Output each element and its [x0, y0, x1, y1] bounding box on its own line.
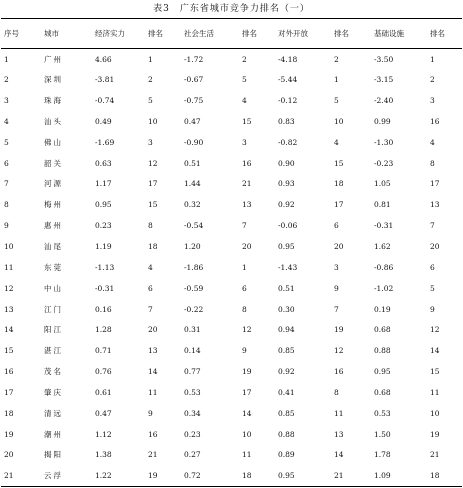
- cell-openness: 0.95: [275, 465, 331, 486]
- cell-index: 17: [4, 387, 14, 397]
- cell-index: 15: [4, 346, 14, 356]
- cell-infrastructure-rank: 8: [430, 158, 435, 168]
- table-title: 表3 广东省城市竞争力排名（一）: [153, 4, 310, 14]
- cell-infrastructure-rank: 7: [430, 221, 435, 231]
- cell-economic-rank: 11: [148, 387, 158, 397]
- cell-social-rank: 7: [242, 221, 247, 231]
- cell-infrastructure: 0.99: [374, 116, 391, 126]
- cell-infrastructure: -0.31: [374, 221, 394, 231]
- cell-index: 20: [4, 450, 14, 460]
- header-openness: 对外开放: [275, 19, 331, 49]
- cell-economic-rank: 5: [148, 96, 153, 106]
- cell-openness-rank: 3: [334, 262, 339, 272]
- cell-economic-strength: 1.19: [95, 242, 112, 252]
- cell-infrastructure-rank: 10: [430, 408, 440, 418]
- cell-social-life: 0.32: [184, 200, 201, 210]
- cell-city: 深圳: [44, 75, 63, 85]
- cell-index: 5: [4, 137, 9, 147]
- cell-city: 茂名: [44, 367, 63, 377]
- cell-index: 21: [1, 465, 41, 486]
- cell-infrastructure: 1.05: [374, 179, 391, 189]
- cell-openness: 0.94: [278, 325, 295, 335]
- table-header-row: [1, 19, 462, 49]
- cell-social-life: -1.72: [184, 54, 204, 64]
- cell-infrastructure: -1.02: [374, 283, 394, 293]
- cell-openness-rank: 4: [334, 137, 339, 147]
- cell-social-life: -0.22: [184, 304, 204, 314]
- cell-infrastructure-rank: 15: [430, 367, 440, 377]
- cell-index: 2: [4, 75, 9, 85]
- cell-economic-strength: 1.38: [95, 450, 112, 460]
- cell-infrastructure: 1.62: [374, 242, 391, 252]
- cell-economic-strength: 1.28: [95, 325, 112, 335]
- cell-social-rank: 5: [242, 75, 247, 85]
- cell-social-rank: 11: [242, 450, 252, 460]
- cell-infrastructure-rank: 14: [430, 346, 440, 356]
- cell-index: 1: [4, 54, 9, 64]
- cell-infrastructure: -3.15: [374, 75, 394, 85]
- cell-economic-strength: 0.61: [95, 387, 112, 397]
- cell-social-rank: 18: [239, 465, 275, 486]
- cell-openness: 0.85: [278, 346, 295, 356]
- cell-infrastructure: -2.40: [374, 96, 394, 106]
- cell-economic-strength: 1.17: [95, 179, 112, 189]
- cell-openness-rank: 21: [331, 465, 371, 486]
- cell-city: 惠州: [44, 221, 63, 231]
- cell-economic-rank: 6: [148, 283, 153, 293]
- table-row: [1, 69, 462, 90]
- header-city: 城市: [41, 19, 92, 49]
- cell-city: 潮州: [44, 429, 63, 439]
- cell-city: 中山: [44, 283, 63, 293]
- cell-economic-rank: 16: [148, 429, 158, 439]
- cell-index: 13: [4, 304, 14, 314]
- cell-economic-strength: 4.66: [95, 54, 112, 64]
- table-row: [1, 465, 462, 486]
- cell-economic-rank: 9: [148, 408, 153, 418]
- cell-city: 云浮: [41, 465, 92, 486]
- cell-openness: 0.88: [278, 429, 295, 439]
- cell-social-life: -0.75: [184, 96, 204, 106]
- cell-openness: 0.89: [278, 450, 295, 460]
- cell-social-rank: 13: [242, 200, 252, 210]
- cell-city: 揭阳: [44, 450, 63, 460]
- cell-social-rank: 8: [242, 304, 247, 314]
- cell-openness-rank: 10: [334, 116, 344, 126]
- table-row: [1, 424, 462, 445]
- cell-index: 6: [4, 158, 9, 168]
- header-infrastructure-rank: 排名: [427, 19, 462, 49]
- cell-economic-strength: -3.81: [95, 75, 115, 85]
- cell-index: 9: [4, 221, 9, 231]
- cell-infrastructure-rank: 5: [430, 283, 435, 293]
- cell-infrastructure: 0.19: [374, 304, 391, 314]
- cell-social-rank: 21: [242, 179, 252, 189]
- cell-economic-strength: 0.76: [95, 367, 112, 377]
- table-row: [1, 132, 462, 153]
- cell-city: 阳江: [44, 325, 63, 335]
- cell-infrastructure-rank: 17: [430, 179, 440, 189]
- cell-openness-rank: 20: [334, 242, 344, 252]
- city-competitiveness-table: [1, 18, 462, 487]
- cell-economic-rank: 19: [145, 465, 181, 486]
- cell-infrastructure-rank: 11: [430, 387, 440, 397]
- cell-social-rank: 19: [242, 367, 252, 377]
- table-row: [1, 49, 462, 70]
- table-row: [1, 194, 462, 215]
- cell-infrastructure-rank: 21: [430, 450, 440, 460]
- cell-openness-rank: 14: [334, 450, 344, 460]
- table-row: [1, 236, 462, 257]
- cell-economic-strength: -1.13: [95, 262, 115, 272]
- cell-openness-rank: 13: [334, 429, 344, 439]
- cell-city: 东莞: [44, 262, 63, 272]
- cell-city: 广州: [44, 54, 63, 64]
- header-social-life: 社会生活: [181, 19, 239, 49]
- table-row: [1, 278, 462, 299]
- header-economic-rank: 排名: [145, 19, 181, 49]
- cell-social-life: -1.86: [184, 262, 204, 272]
- cell-social-life: 0.27: [184, 450, 201, 460]
- cell-economic-strength: 0.71: [95, 346, 112, 356]
- cell-city: 韶关: [44, 158, 63, 168]
- cell-social-life: 0.14: [184, 346, 201, 356]
- cell-social-rank: 1: [242, 262, 247, 272]
- cell-infrastructure: 1.50: [374, 429, 391, 439]
- cell-infrastructure-rank: 2: [430, 75, 435, 85]
- cell-infrastructure: 0.68: [374, 387, 391, 397]
- cell-social-rank: 6: [242, 283, 247, 293]
- cell-openness-rank: 16: [334, 367, 344, 377]
- header-infrastructure: 基础设施: [371, 19, 427, 49]
- cell-openness-rank: 9: [334, 283, 339, 293]
- cell-openness: -0.82: [278, 137, 298, 147]
- cell-social-life: -0.90: [184, 137, 204, 147]
- cell-infrastructure-rank: 20: [430, 242, 440, 252]
- cell-openness: -0.06: [278, 221, 298, 231]
- cell-openness-rank: 17: [334, 200, 344, 210]
- cell-index: 16: [4, 367, 14, 377]
- cell-social-rank: 12: [242, 325, 252, 335]
- cell-openness-rank: 12: [334, 346, 344, 356]
- cell-economic-rank: 20: [148, 325, 158, 335]
- cell-economic-strength: 1.22: [92, 465, 145, 486]
- cell-index: 7: [4, 179, 9, 189]
- table-row: [1, 361, 462, 382]
- cell-openness: 0.85: [278, 408, 295, 418]
- cell-economic-rank: 14: [148, 367, 158, 377]
- cell-social-life: 1.44: [184, 179, 201, 189]
- cell-social-rank: 17: [242, 387, 252, 397]
- cell-social-rank: 15: [242, 116, 252, 126]
- cell-city: 江门: [44, 304, 63, 314]
- cell-infrastructure-rank: 4: [430, 137, 435, 147]
- cell-social-rank: 10: [242, 429, 252, 439]
- cell-economic-strength: 0.49: [95, 116, 112, 126]
- cell-economic-strength: -0.74: [95, 96, 115, 106]
- cell-economic-strength: 1.12: [95, 429, 112, 439]
- cell-index: 10: [4, 242, 14, 252]
- cell-economic-strength: 0.23: [95, 221, 112, 231]
- cell-social-life: 0.51: [184, 158, 201, 168]
- table-row: [1, 445, 462, 466]
- cell-infrastructure-rank: 19: [430, 429, 440, 439]
- cell-infrastructure: -3.50: [374, 54, 394, 64]
- cell-social-life: -0.54: [184, 221, 204, 231]
- cell-social-life: 0.72: [181, 465, 239, 486]
- cell-infrastructure: 0.53: [374, 408, 391, 418]
- cell-social-rank: 20: [242, 242, 252, 252]
- table-row: [1, 403, 462, 424]
- cell-economic-rank: 2: [148, 75, 153, 85]
- table-row: [1, 340, 462, 361]
- cell-index: 8: [4, 200, 9, 210]
- cell-index: 4: [4, 116, 9, 126]
- cell-openness: -4.18: [278, 54, 298, 64]
- cell-social-rank: 14: [242, 408, 252, 418]
- cell-social-life: 0.77: [184, 367, 201, 377]
- cell-openness: 0.92: [278, 367, 295, 377]
- cell-social-life: 0.23: [184, 429, 201, 439]
- cell-infrastructure: 0.95: [374, 367, 391, 377]
- table-row: [1, 153, 462, 174]
- header-social-rank: 排名: [239, 19, 275, 49]
- cell-openness: -5.44: [278, 75, 298, 85]
- cell-infrastructure: -0.23: [374, 158, 394, 168]
- cell-city: 佛山: [44, 137, 63, 147]
- cell-economic-strength: 0.16: [95, 304, 112, 314]
- cell-infrastructure: 1.78: [374, 450, 391, 460]
- cell-social-rank: 9: [242, 346, 247, 356]
- cell-economic-rank: 8: [148, 221, 153, 231]
- cell-infrastructure-rank: 18: [427, 465, 462, 486]
- cell-infrastructure: 1.09: [371, 465, 427, 486]
- cell-economic-rank: 4: [148, 262, 153, 272]
- cell-openness: -0.12: [278, 96, 298, 106]
- cell-economic-rank: 7: [148, 304, 153, 314]
- cell-economic-rank: 12: [148, 158, 158, 168]
- table-row: [1, 257, 462, 278]
- cell-city: 肇庆: [44, 387, 63, 397]
- cell-openness-rank: 2: [334, 54, 339, 64]
- cell-openness: 0.90: [278, 158, 295, 168]
- cell-infrastructure: -0.86: [374, 262, 394, 272]
- cell-social-life: 0.34: [184, 408, 201, 418]
- cell-infrastructure: 0.81: [374, 200, 391, 210]
- cell-economic-strength: 0.47: [95, 408, 112, 418]
- cell-city: 清远: [44, 408, 63, 418]
- cell-economic-rank: 17: [148, 179, 158, 189]
- cell-openness-rank: 15: [334, 158, 344, 168]
- cell-economic-rank: 15: [148, 200, 158, 210]
- header-index: 序号: [1, 19, 41, 49]
- cell-economic-rank: 10: [148, 116, 158, 126]
- cell-openness: 0.41: [278, 387, 295, 397]
- cell-openness: 0.95: [278, 242, 295, 252]
- cell-social-rank: 16: [242, 158, 252, 168]
- cell-city: 湛江: [44, 346, 63, 356]
- cell-openness-rank: 8: [334, 387, 339, 397]
- cell-index: 3: [4, 96, 9, 106]
- cell-openness-rank: 5: [334, 96, 339, 106]
- cell-infrastructure-rank: 16: [430, 116, 440, 126]
- cell-social-life: -0.59: [184, 283, 204, 293]
- table-row: [1, 174, 462, 195]
- table-row: [1, 111, 462, 132]
- cell-economic-strength: -1.69: [95, 137, 115, 147]
- cell-openness-rank: 19: [334, 325, 344, 335]
- cell-city: 汕尾: [44, 242, 63, 252]
- cell-economic-rank: 3: [148, 137, 153, 147]
- cell-city: 河源: [44, 179, 63, 189]
- cell-openness-rank: 7: [334, 304, 339, 314]
- cell-economic-strength: 0.95: [95, 200, 112, 210]
- cell-infrastructure-rank: 1: [430, 54, 435, 64]
- cell-openness-rank: 1: [334, 75, 339, 85]
- table-row: [1, 382, 462, 403]
- table-row: [1, 215, 462, 236]
- cell-openness-rank: 11: [334, 408, 344, 418]
- cell-openness-rank: 18: [334, 179, 344, 189]
- cell-economic-rank: 1: [148, 54, 153, 64]
- cell-openness: 0.92: [278, 200, 295, 210]
- cell-social-life: 0.53: [184, 387, 201, 397]
- cell-infrastructure: 0.68: [374, 325, 391, 335]
- cell-social-life: 1.20: [184, 242, 201, 252]
- header-economic-strength: 经济实力: [92, 19, 145, 49]
- table-row: [1, 319, 462, 340]
- cell-social-rank: 4: [242, 96, 247, 106]
- cell-infrastructure-rank: 6: [430, 262, 435, 272]
- cell-city: 珠海: [44, 96, 63, 106]
- cell-openness: 0.93: [278, 179, 295, 189]
- cell-openness: -1.43: [278, 262, 298, 272]
- cell-openness: 0.30: [278, 304, 295, 314]
- cell-infrastructure: -1.30: [374, 137, 394, 147]
- cell-index: 18: [4, 408, 14, 418]
- cell-index: 12: [4, 283, 14, 293]
- cell-city: 汕头: [44, 116, 63, 126]
- cell-economic-rank: 13: [148, 346, 158, 356]
- cell-social-life: 0.31: [184, 325, 201, 335]
- cell-economic-strength: -0.31: [95, 283, 115, 293]
- cell-openness-rank: 6: [334, 221, 339, 231]
- cell-economic-rank: 18: [148, 242, 158, 252]
- cell-social-life: 0.47: [184, 116, 201, 126]
- cell-openness: 0.51: [278, 283, 295, 293]
- cell-infrastructure: 0.88: [374, 346, 391, 356]
- cell-infrastructure-rank: 13: [430, 200, 440, 210]
- cell-openness: 0.83: [278, 116, 295, 126]
- cell-economic-strength: 0.63: [95, 158, 112, 168]
- cell-social-rank: 3: [242, 137, 247, 147]
- cell-index: 19: [4, 429, 14, 439]
- cell-infrastructure-rank: 9: [430, 304, 435, 314]
- cell-index: 14: [4, 325, 14, 335]
- cell-social-life: -0.67: [184, 75, 204, 85]
- table-row: [1, 299, 462, 320]
- header-openness-rank: 排名: [331, 19, 371, 49]
- cell-economic-rank: 21: [148, 450, 158, 460]
- cell-infrastructure-rank: 3: [430, 96, 435, 106]
- table-row: [1, 90, 462, 111]
- cell-index: 11: [4, 262, 14, 272]
- cell-social-rank: 2: [242, 54, 247, 64]
- cell-city: 梅州: [44, 200, 63, 210]
- cell-infrastructure-rank: 12: [430, 325, 440, 335]
